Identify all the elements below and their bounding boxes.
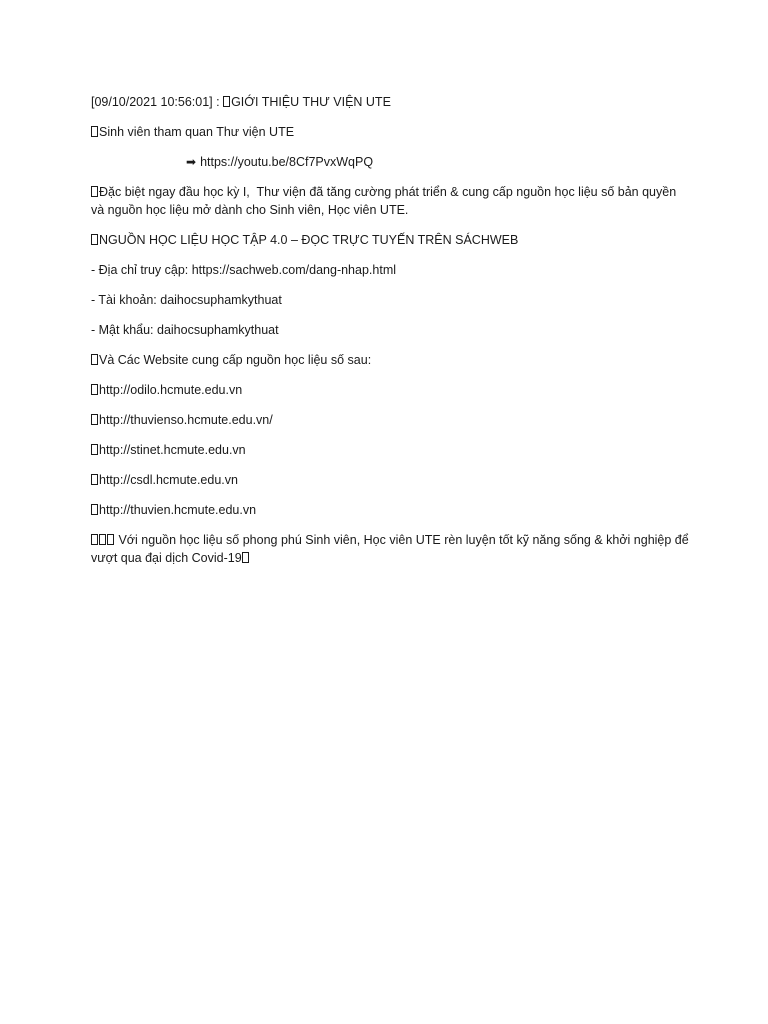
missing-glyph-icon (242, 552, 249, 563)
website-item (91, 501, 691, 519)
missing-glyph-icon (107, 534, 114, 545)
access-address: - Địa chỉ truy cập: https://sachweb.com/dang-nhap.html (91, 263, 397, 277)
website-item (91, 411, 691, 429)
intro-text: Đặc biệt ngay đầu học kỳ I, Thư viện đã tăng cường phát triển & cung cấp nguồn học liệu số bản quyền và nguồn học liệu mở dành cho Sinh viên, Học viên UTE. (91, 185, 680, 217)
missing-glyph-icon (91, 186, 98, 197)
header-timestamp: [09/10/2021 10:56:01] : (91, 95, 224, 109)
missing-glyph-icon (91, 444, 98, 455)
visit-line (91, 123, 691, 141)
closing-text: Với nguồn học liệu số phong phú Sinh viên, Học viên UTE rèn luyện tốt kỹ năng sống & khởi nghiệp để vượt qua đại dịch Covid-19 (91, 533, 693, 565)
website-link[interactable]: http://stinet.hcmute.edu.vn (99, 443, 246, 457)
websites-intro (91, 351, 691, 369)
missing-glyph-icon (91, 504, 98, 515)
intro-paragraph (91, 183, 691, 219)
header-title: GIỚI THIỆU THƯ VIỆN UTE (231, 95, 391, 109)
website-link[interactable]: http://odilo.hcmute.edu.vn (99, 383, 243, 397)
password-line: - Mật khẩu: daihocsuphamkythuat (91, 323, 279, 337)
right-arrow-icon: ➡ (186, 155, 197, 169)
visit-text: Sinh viên tham quan Thư viện UTE (99, 125, 295, 139)
account-line: - Tài khoản: daihocsuphamkythuat (91, 293, 282, 307)
website-link[interactable]: http://thuvienso.hcmute.edu.vn/ (99, 413, 273, 427)
document-content (91, 93, 691, 579)
websites-intro-text: Và Các Website cung cấp nguồn học liệu số sau: (99, 353, 372, 367)
website-link[interactable]: http://csdl.hcmute.edu.vn (99, 473, 238, 487)
missing-glyph-icon (91, 534, 98, 545)
missing-glyph-icon (91, 384, 98, 395)
missing-glyph-icon (91, 126, 98, 137)
missing-glyph-icon (91, 354, 98, 365)
missing-glyph-icon (91, 234, 98, 245)
closing-paragraph (91, 531, 691, 567)
section-title-text: NGUỒN HỌC LIỆU HỌC TẬP 4.0 – ĐỌC TRỰC TUYẾN TRÊN SÁCHWEB (99, 233, 519, 247)
missing-glyph-icon (223, 96, 230, 107)
video-link[interactable]: https://youtu.be/8Cf7PvxWqPQ (200, 155, 374, 169)
website-item (91, 471, 691, 489)
website-link[interactable]: http://thuvien.hcmute.edu.vn (99, 503, 257, 517)
missing-glyph-icon (99, 534, 106, 545)
missing-glyph-icon (91, 414, 98, 425)
header-line (91, 93, 691, 111)
website-item (91, 441, 691, 459)
website-item (91, 381, 691, 399)
video-line (91, 153, 691, 171)
missing-glyph-icon (91, 474, 98, 485)
section-title (91, 231, 691, 249)
